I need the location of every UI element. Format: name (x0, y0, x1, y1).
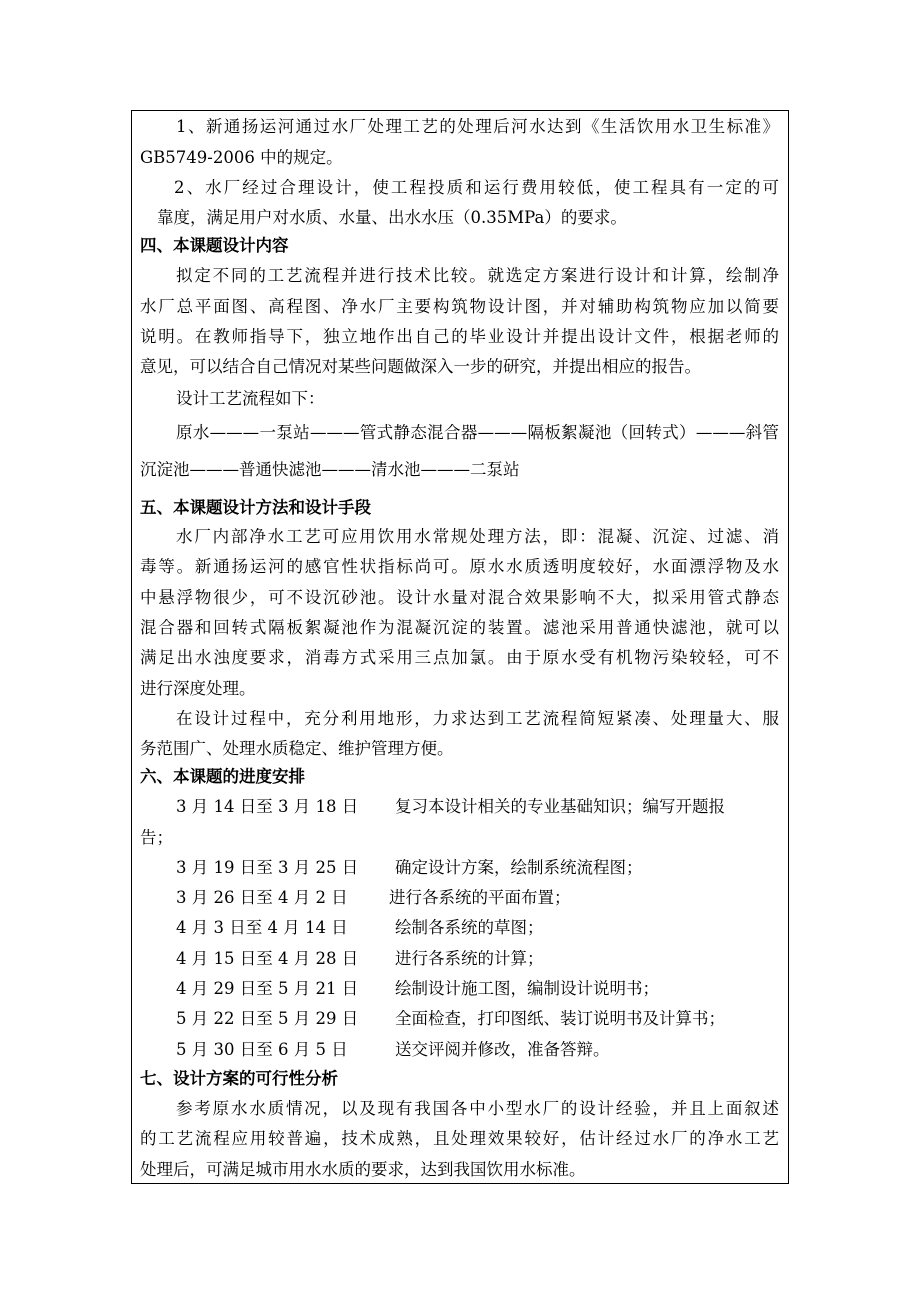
requirement-2-line-1: 2、水厂经过合理设计，使工程投质和运行费用较低，使工程具有一定的可 (174, 178, 779, 197)
requirement-1-line-2: GB5749-2006 中的规定。 (140, 148, 343, 167)
requirement-1-line-1: 1、新通扬运河通过水厂处理工艺的处理后河水达到《生活饮用水卫生标准》 (176, 117, 779, 136)
section-4-line-1: 拟定不同的工艺流程并进行技术比较。就选定方案进行设计和计算，绘制净 (176, 266, 779, 285)
flow-line-2: 沉淀池———普通快滤池———清水池———二泵站 (140, 460, 520, 479)
section-5-heading: 五、本课题设计方法和设计手段 (140, 498, 371, 517)
schedule-date: 3 月 14 日至 3 月 18 日 (176, 797, 359, 816)
schedule-date: 4 月 3 日至 4 月 14 日 (176, 918, 348, 937)
section-5-line-3: 中悬浮物很少，可不设沉砂池。设计水量对混合效果影响不大，拟采用管式静态 (140, 588, 779, 607)
schedule-task: 送交评阅并修改，准备答辩。 (395, 1040, 610, 1059)
section-5-line-6: 进行深度处理。 (140, 679, 256, 698)
requirement-2-line-2: 靠度，满足用户对水质、水量、出水水压（0.35MPa）的要求。 (157, 208, 627, 227)
schedule-task: 绘制各系统的草图； (395, 918, 544, 937)
schedule-date: 3 月 26 日至 4 月 2 日 (176, 888, 348, 907)
section-7-line-3: 处理后，可满足城市用水水质的要求，达到我国饮用水标准。 (140, 1160, 586, 1179)
section-5-line-5: 满足出水浊度要求，消毒方式采用三点加氯。由于原水受有机物污染较轻，可不 (140, 648, 779, 667)
section-4-heading: 四、本课题设计内容 (140, 236, 289, 255)
schedule-date: 3 月 19 日至 3 月 25 日 (176, 858, 359, 877)
section-5-line-2: 毒等。新通扬运河的感官性状指标尚可。原水水质透明度较好，水面漂浮物及水 (140, 557, 779, 576)
section-4-line-4: 意见，可以结合自己情况对某些问题做深入一步的研究，并提出相应的报告。 (140, 357, 701, 376)
section-5-line-8: 务范围广、处理水质稳定、维护管理方便。 (140, 739, 454, 758)
schedule-task: 进行各系统的计算； (395, 949, 544, 968)
section-4-line-3: 说明。在教师指导下，独立地作出自己的毕业设计并提出设计文件，根据老师的 (140, 327, 779, 346)
section-7-line-1: 参考原水水质情况，以及现有我国各中小型水厂的设计经验，并且上面叙述 (176, 1099, 779, 1118)
flow-intro: 设计工艺流程如下： (176, 389, 325, 408)
schedule-date: 5 月 22 日至 5 月 29 日 (176, 1009, 359, 1028)
schedule-date: 4 月 29 日至 5 月 21 日 (176, 979, 359, 998)
section-6-heading: 六、本课题的进度安排 (140, 767, 305, 786)
schedule-date: 4 月 15 日至 4 月 28 日 (176, 949, 359, 968)
schedule-task-continued: 告； (140, 828, 173, 847)
section-5-line-4: 混合器和回转式隔板絮凝池作为混凝沉淀的装置。滤池采用普通快滤池，就可以 (140, 618, 779, 637)
schedule-task: 全面检查，打印图纸、装订说明书及计算书； (395, 1009, 725, 1028)
section-7-heading: 七、设计方案的可行性分析 (140, 1069, 338, 1088)
section-7-line-2: 的工艺流程应用较普遍，技术成熟，且处理效果较好，估计经过水厂的净水工艺 (140, 1129, 779, 1148)
schedule-task: 绘制设计施工图，编制设计说明书； (395, 979, 659, 998)
section-4-line-2: 水厂总平面图、高程图、净水厂主要构筑物设计图，并对辅助构筑物应加以简要 (140, 297, 779, 316)
flow-line-1: 原水———一泵站———管式静态混合器———隔板絮凝池（回转式）———斜管 (176, 423, 779, 442)
schedule-date: 5 月 30 日至 6 月 5 日 (176, 1040, 348, 1059)
schedule-task: 进行各系统的平面布置； (389, 888, 571, 907)
section-5-line-1: 水厂内部净水工艺可应用饮用水常规处理方法，即：混凝、沉淀、过滤、消 (176, 527, 779, 546)
schedule-task: 确定设计方案，绘制系统流程图； (395, 858, 643, 877)
schedule-task: 复习本设计相关的专业基础知识；编写开题报 (395, 797, 725, 816)
section-5-line-7: 在设计过程中，充分利用地形，力求达到工艺流程简短紧凑、处理量大、服 (176, 709, 779, 728)
